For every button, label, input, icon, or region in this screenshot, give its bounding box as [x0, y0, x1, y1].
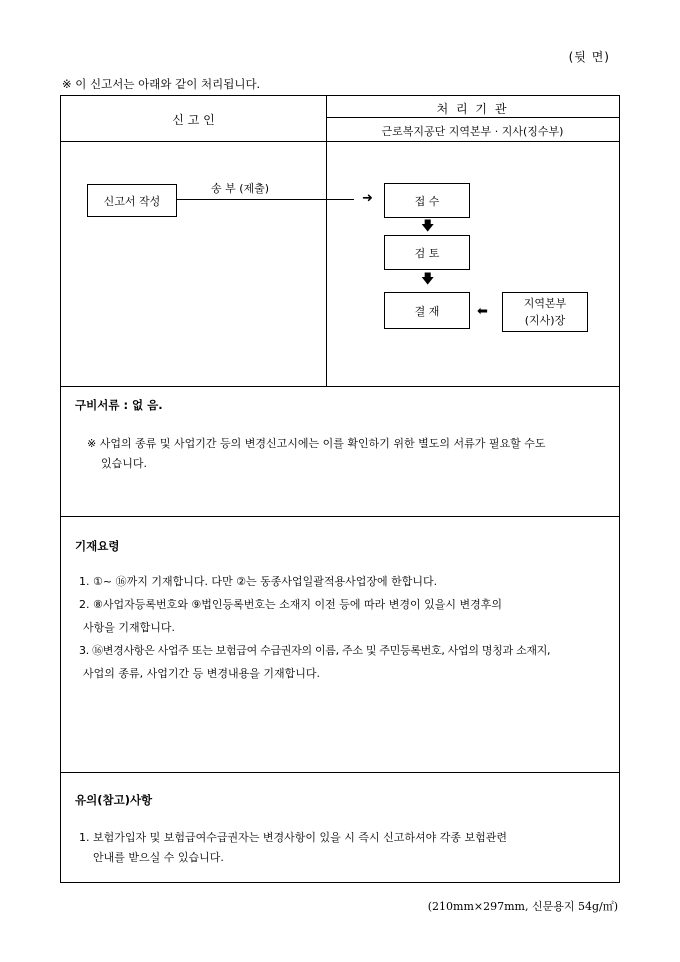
approver-line2: (지사)장 [524, 314, 566, 327]
applicant-header: 신 고 인 [172, 113, 215, 127]
processor-header: 처 리 기 관 [436, 102, 509, 116]
flow-step-review: 검 토 [384, 235, 470, 270]
flow-start-box: 신고서 작성 [87, 184, 177, 217]
intro-text: ※ 이 신고서는 아래와 같이 처리됩니다. [62, 77, 261, 91]
documents-note-line2: 있습니다. [101, 457, 148, 470]
section-divider [61, 516, 619, 517]
notes-title: 유의(참고)사항 [75, 793, 153, 807]
instruction-item: 3. ⑯변경사항은 사업주 또는 보험급여 수급권자의 이름, 주소 및 주민등록번호, 사업의 명칭과 소재지, [79, 644, 551, 657]
arrow-down-icon: 🡇 [421, 272, 435, 287]
flow-send-line [176, 199, 354, 200]
instruction-item: 2. ⑧사업자등록번호와 ⑨법인등록번호는 소재지 이전 등에 따라 변경이 있을시 변경후의 [79, 598, 502, 611]
instruction-item: 사업의 종류, 사업기간 등 변경내용을 기재합니다. [83, 667, 320, 680]
instructions-title: 기재요령 [75, 539, 120, 553]
paper-spec-footer: (210mm×297mm, 신문용지 54g/㎡) [427, 900, 618, 913]
documents-title: 구비서류 : 없 음. [75, 398, 163, 412]
flow-send-label: 송 부 (제출) [211, 182, 270, 195]
section-divider [61, 386, 619, 387]
section-divider [61, 772, 619, 773]
column-divider [326, 96, 327, 386]
header-divider [61, 141, 619, 142]
documents-note-line1: ※ 사업의 종류 및 사업기간 등의 변경신고시에는 이를 확인하기 위한 별도의 서류가 필요할 수도 [87, 437, 546, 450]
arrow-left-icon: ⬅ [477, 304, 488, 319]
page-side-label: (뒷 면) [568, 50, 610, 64]
flow-approver-box [502, 292, 588, 332]
notes-item-line2: 안내를 받으실 수 있습니다. [93, 851, 224, 864]
arrow-down-icon: 🡇 [421, 219, 435, 234]
notes-item-line1: 1. 보험가입자 및 보험급여수급권자는 변경사항이 있을 시 즉시 신고하셔야 각종 보험관련 [79, 831, 507, 844]
processor-subheader: 근로복지공단 지역본부 · 지사(징수부) [381, 125, 564, 138]
approver-line1: 지역본부 [523, 297, 567, 310]
instructions-list [79, 570, 605, 685]
instruction-item: 1. ①~ ⑯까지 기재합니다. 다만 ②는 동종사업일괄적용사업장에 한합니다. [79, 575, 438, 588]
flow-step-receive: 접 수 [384, 183, 470, 218]
processor-subdivider [326, 117, 619, 118]
arrow-right-icon: ➜ [362, 191, 373, 206]
flow-step-approve: 결 재 [384, 292, 470, 329]
form-frame [60, 95, 620, 883]
instruction-item: 사항을 기재합니다. [83, 621, 176, 634]
